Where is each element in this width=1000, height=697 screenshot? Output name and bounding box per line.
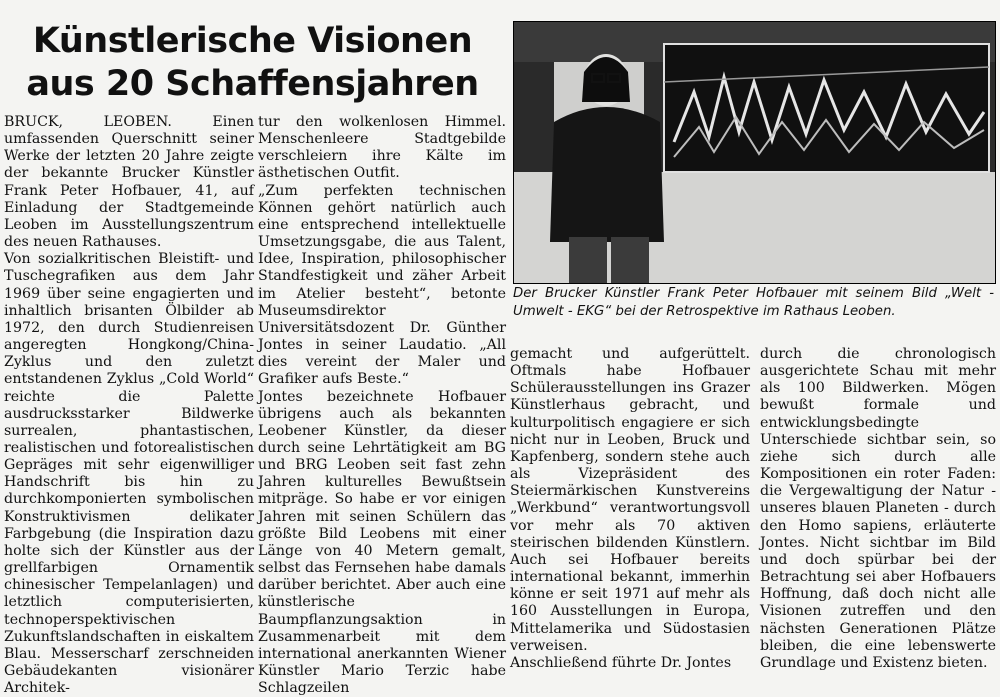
column-2-paragraph-1: tur den wolkenlosen Himmel. Menschenleere Stadtgebilde verschleiern ihre Kälte im ästhetischen Outfit.	[258, 114, 506, 183]
text-column-2	[258, 114, 506, 697]
column-1-paragraph-1: BRUCK, LEOBEN. Einen umfassenden Querschnitt seiner Werke der letzten 20 Jahre zeigte der bekannte Brucker Künstler Frank Peter Hofbauer, 41, auf Einladung der Stadtgemeinde Leoben im Ausstellungszentrum des neuen Rathauses.	[4, 114, 254, 251]
column-1-paragraph-2: Von sozialkritischen Bleistift- und Tuschegrafiken aus dem Jahr 1969 über seine engagierten und inhaltlich brisanten Ölbilder ab 1972, den durch Studienreisen angeregten Hongkong/China-Zyklus und den zuletzt entstandenen Zyklus „Cold World“ reichte die Palette ausdrucksstarker Bildwerke surrealen, phantastischen, realistischen und fotorealistischen Gepräges mit sehr eigenwilliger Handschrift bis hin zu durchkomponierten symbolischen Konstruktivismen delikater Farbgebung (die Inspiration dazu holte sich der Künstler aus der grellfarbigen Ornamentik chinesischer Tempelanlagen) und letztlich computerisierten, technoperspektivischen Zukunftslandschaften in eiskaltem Blau. Messerscharf zerschneiden Gebäudekanten visionärer Architek-	[4, 251, 254, 697]
text-column-4	[760, 346, 996, 672]
text-column-1	[4, 114, 254, 697]
text-column-3	[510, 346, 750, 672]
photo-caption: Der Brucker Künstler Frank Peter Hofbauer mit seinem Bild „Welt - Umwelt - EKG“ bei der Retrospektive im Rathaus Leoben.	[513, 285, 994, 320]
column-3-paragraph-1: gemacht und aufgerüttelt. Oftmals habe Hofbauer Schülerausstellungen ins Grazer Künstlerhaus gebracht, und kulturpolitisch engagiere er sich nicht nur in Leoben, Bruck und Kapfenberg, sondern stehe auch als Vizepräsident des Steiermärkischen Kunstvereins „Werkbund“ verantwortungsvoll vor mehr als 70 aktiven steirischen bildenden Künstlern. Auch sei Hofbauer bereits international bekannt, immerhin könne er seit 1971 auf mehr als 160 Ausstellungen in Europa, Mittelamerika und Südostasien verweisen.	[510, 346, 750, 655]
column-2-paragraph-2: „Zum perfekten technischen Können gehört natürlich auch eine entsprechend intellektuelle Umsetzungsgabe, die aus Talent, Idee, Inspiration, philosophischer Standfestigkeit und zäher Arbeit im Atelier besteht“, betonte Museumsdirektor Universitätsdozent Dr. Günther Jontes in seiner Laudatio. „All dies vereint der Maler und Grafiker aufs Beste.“	[258, 183, 506, 389]
column-2-paragraph-3: Jontes bezeichnete Hofbauer übrigens auch als bekannten Leobener Künstler, da dieser durch seine Lehrtätigkeit am BG und BRG Leoben seit fast zehn Jahren kulturelles Bewußtsein mitpräge. So habe er vor einigen Jahren mit seinen Schülern das größte Bild Leobens mit einer Länge von 40 Metern gemalt, selbst das Fernsehen habe damals darüber berichtet. Aber auch eine künstlerische Baumpflanzungsaktion in Zusammenarbeit mit dem international anerkannten Wiener Künstler Mario Terzic habe Schlagzeilen	[258, 389, 506, 697]
photo-artist-with-painting	[514, 22, 995, 283]
article-photo	[513, 21, 996, 284]
column-3-paragraph-2: Anschließend führte Dr. Jontes	[510, 655, 750, 672]
headline	[0, 20, 505, 106]
column-4-paragraph-1: durch die chronologisch ausgerichtete Schau mit mehr als 100 Bildwerken. Mögen bewußt formale und entwicklungsbedingte Unterschiede sichtbar sein, so ziehe sich durch alle Kompositionen ein roter Faden: die Vergewaltigung der Natur - unseres blauen Planeten - durch den Homo sapiens, erläuterte Jontes. Nicht sichtbar im Bild und doch spürbar bei der Betrachtung sei aber Hofbauers Hoffnung, daß doch nicht alle Visionen zutreffen und den nächsten Generationen Plätze bleiben, die eine lebenswerte Grundlage und Existenz bieten.	[760, 346, 996, 672]
headline-line-1: Künstlerische Visionen	[33, 21, 472, 61]
headline-line-2: aus 20 Schaffensjahren	[26, 64, 478, 104]
